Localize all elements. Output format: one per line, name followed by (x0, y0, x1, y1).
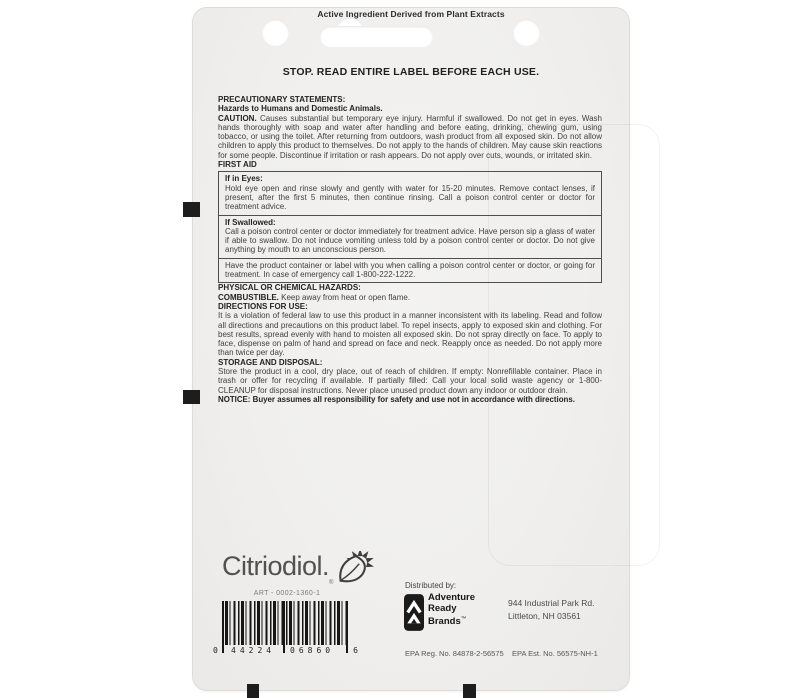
epa-reg-number: EPA Reg. No. 84878-2-56575 (405, 649, 504, 658)
address-line-1: 944 Industrial Park Rd. (508, 598, 595, 608)
barcode-digit: 6 (353, 646, 358, 655)
registered-mark: ® (329, 580, 334, 586)
barcode-bars (222, 601, 348, 645)
barcode-guard (222, 601, 224, 653)
arb-name-line: Ready (428, 602, 457, 614)
precautionary-title: PRECAUTIONARY STATEMENTS: (218, 95, 346, 104)
storage-text: Store the product in a cool, dry place, out of reach of children. If empty: Nonrefillable container. Place in trash or offer for recycling if available. If partially filled: Call your local solid waste agency or 1-800-CLEANUP for disposal instructions. Never place unused product down any indoor or outdoor drain. (218, 367, 602, 395)
storage-title: STORAGE AND DISPOSAL: (218, 357, 323, 367)
first-aid-footer-text: Have the product container or label with you when calling a poison control center or doctor, or going for treatment. In case of emergency call 1-800-222-1222. (225, 260, 595, 280)
barcode-digits: 06860 (290, 646, 335, 655)
citriodiol-brand (222, 551, 374, 590)
barcode-guard (283, 601, 285, 653)
caution-label: CAUTION. (218, 113, 257, 123)
citriodiol-wordmark: Citriodiol. (222, 551, 330, 581)
hang-hole-right (513, 19, 540, 46)
registration-mark (183, 390, 200, 404)
first-aid-row-note (219, 258, 601, 283)
caution-paragraph (218, 114, 602, 160)
first-aid-row-header: If in Eyes: (225, 174, 263, 184)
combustible-label: COMBUSTIBLE. (218, 292, 279, 302)
first-aid-row-swallowed (219, 215, 601, 258)
caution-text: Causes substantial but temporary eye injury. Harmful if swallowed. Do not get in eyes. Wash hands thoroughly with soap and water after handling and before eating, drinking, chewing gum, using tobacco, or using the toilet. After returning from outdoors, wash product from all exposed skin. Do not allow children to apply this product to themselves. Do not apply to the hands of children. May cause skin reactions for some people. Discontinue if irritation or rash appears. Do not apply over cuts, wounds, or irritated skin. (218, 113, 602, 160)
notice-label: NOTICE: (218, 394, 251, 404)
first-aid-title: FIRST AID (218, 160, 257, 170)
art-number: ART - 0002-1360-1 (253, 590, 321, 597)
label-body (218, 95, 602, 404)
first-aid-table (218, 171, 602, 283)
physical-hazards-title: PHYSICAL OR CHEMICAL HAZARDS: (218, 283, 361, 293)
first-aid-row-text: Call a poison control center or doctor immediately for treatment advice. Have person sip a glass of water if able to swallow. Do not induce vomiting unless told by a poison control center or doctor. Do not give anything by mouth to an unconscious person. (225, 226, 595, 255)
directions-title: DIRECTIONS FOR USE: (218, 301, 308, 311)
first-aid-row-header: If Swallowed: (225, 217, 276, 227)
barcode-digits: 44224 (231, 646, 276, 655)
first-aid-row-text: Hold eye open and rinse slowly and gently with water for 15-20 minutes. Remove contact lenses, if present, after the first 5 minutes, then continue rinsing. Call a poison control center or doctor for treatment advice. (225, 183, 595, 212)
active-ingredient-note: Active Ingredient Derived from Plant Extracts (317, 9, 505, 19)
address-line-2: Littleton, NH 03561 (508, 610, 581, 621)
barcode-digit: 0 (213, 646, 218, 655)
combustible-text: Keep away from heat or open flame. (278, 292, 411, 302)
directions-text: It is a violation of federal law to use this product in a manner inconsistent with its labeling. Read and follow all directions and precautions on this product label. To repel insects, apply to exposed skin and clothing. For best results, spread evenly with hand to moisten all exposed skin. Do not spray directly on face. To apply to face, dispense on palm of hand and spread on face and neck. Reapply once as needed. Do not apply more than twice per day. (218, 311, 602, 358)
distributor-address (508, 597, 594, 622)
adventure-ready-brands-name (428, 593, 475, 628)
registration-mark (247, 684, 259, 698)
arb-name-line: Brands™ (428, 616, 467, 628)
upc-barcode (213, 601, 358, 657)
epa-est-number: EPA Est. No. 56575-NH-1 (512, 649, 598, 658)
registration-mark (183, 202, 200, 217)
combustible-line (218, 293, 602, 302)
barcode-guard (346, 601, 348, 653)
first-aid-row-eyes (219, 172, 601, 214)
trademark-symbol: ™ (460, 616, 467, 622)
euro-slot-hole (320, 26, 433, 47)
registration-mark (463, 684, 476, 698)
notice-text: Buyer assumes all responsibility for safety and use not in accordance with directions. (250, 394, 575, 404)
hang-hole-left (262, 19, 289, 46)
hazards-subtitle: Hazards to Humans and Domestic Animals. (218, 104, 383, 114)
notice-line (218, 395, 602, 404)
arb-mountain-icon (404, 618, 424, 635)
adventure-ready-brands-logo (404, 594, 424, 636)
stop-read-label-headline: STOP. READ ENTIRE LABEL BEFORE EACH USE. (282, 66, 540, 78)
distributed-by-label: Distributed by: (405, 581, 457, 590)
arb-name-line: Adventure (428, 592, 475, 603)
citriodiol-leaf-icon (336, 551, 374, 590)
